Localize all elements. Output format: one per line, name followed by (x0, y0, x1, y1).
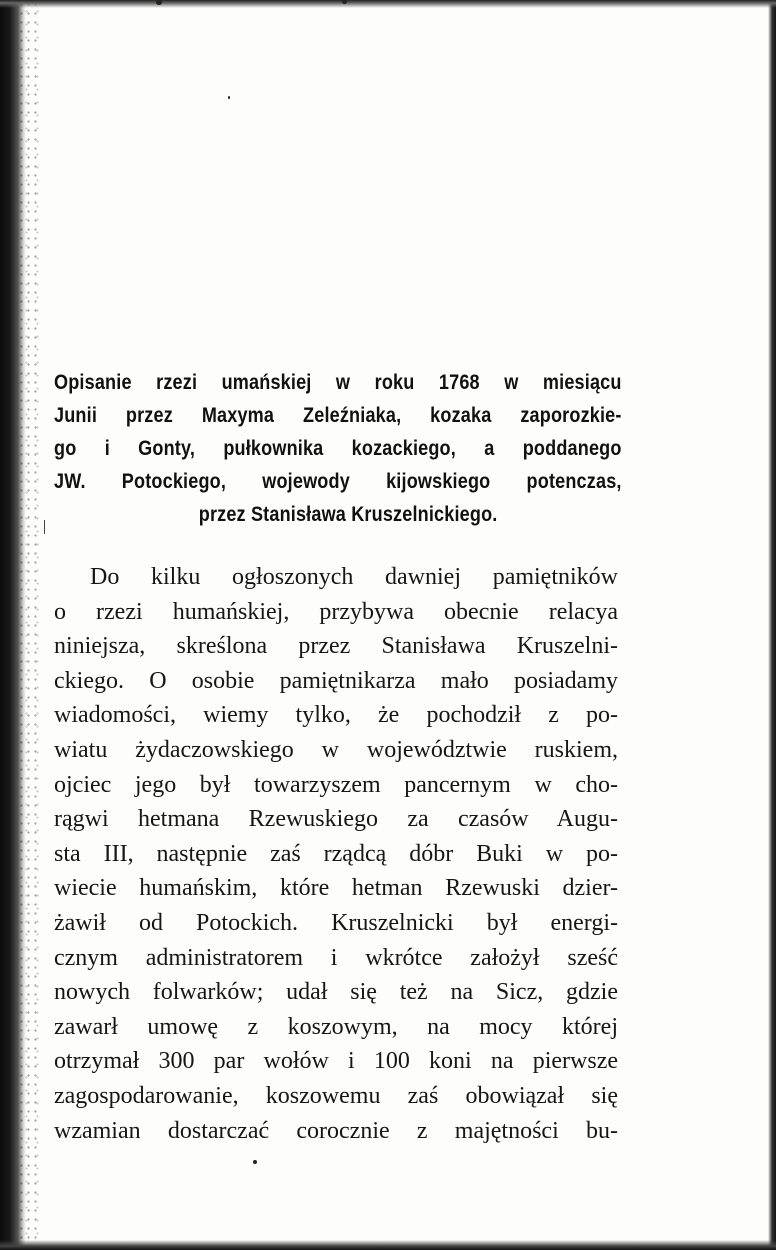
title-line: JW. Potockiego, wojewody kijowskiego potenczas, (54, 470, 622, 493)
chapter-title (54, 366, 622, 531)
body-line: otrzymał 300 par wołów i 100 koni na pierwsze (54, 1048, 618, 1075)
body-line: ckiego. O osobie pamiętnikarza mało posiadamy (54, 667, 618, 694)
body-line: wiecie humańskim, które hetman Rzewuski dzier- (54, 875, 618, 902)
body-line: wiatu żydaczowskiego w województwie ruskiem, (54, 736, 618, 763)
body-line: sta III, następnie zaś rządcą dóbr Buki w po- (54, 840, 618, 867)
title-line: go i Gonty, pułkownika kozackiego, a poddanego (54, 437, 622, 460)
scan-speck (342, 0, 347, 4)
scan-speck (156, 0, 162, 5)
body-line: ojciec jego był towarzyszem pancernym w cho- (54, 771, 618, 798)
body-line: nowych folwarków; udał się też na Sicz, gdzie (54, 979, 618, 1006)
scan-speck (228, 96, 230, 99)
scan-edge-top (0, 0, 776, 8)
body-line: o rzezi humańskiej, przybywa obecnie relacya (54, 598, 618, 625)
body-line: cznym administratorem i wkrótce założył sześć (54, 944, 618, 971)
scan-mark (44, 520, 45, 534)
body-line: zawarł umowę z koszowym, na mocy której (54, 1013, 618, 1040)
title-line: Junii przez Maxyma Zeleźniaka, kozaka zaporozkie- (54, 404, 622, 427)
body-line: rągwi hetmana Rzewuskiego za czasów Augu- (54, 806, 618, 833)
title-line: przez Stanisława Kruszelnickiego. (198, 503, 498, 526)
body-line: wiadomości, wiemy tylko, że pochodził z po- (54, 702, 618, 729)
scan-noise (18, 0, 40, 1250)
title-line: Opisanie rzezi umańskiej w roku 1768 w miesiącu (54, 371, 622, 394)
body-paragraph (54, 560, 618, 1148)
scan-edge-right (768, 0, 776, 1250)
body-line: żawił od Potockich. Kruszelnicki był energi- (54, 909, 618, 936)
body-line: Do kilku ogłoszonych dawniej pamiętników (90, 564, 618, 590)
scan-edge-bottom (0, 1240, 776, 1250)
scan-speck (253, 1160, 257, 1164)
body-line: zagospodarowanie, koszowemu zaś obowiązał się (54, 1082, 618, 1109)
body-line: niniejsza, skreślona przez Stanisława Kruszelni- (54, 633, 618, 660)
body-line: wzamian dostarczać corocznie z majętności bu- (54, 1117, 618, 1144)
